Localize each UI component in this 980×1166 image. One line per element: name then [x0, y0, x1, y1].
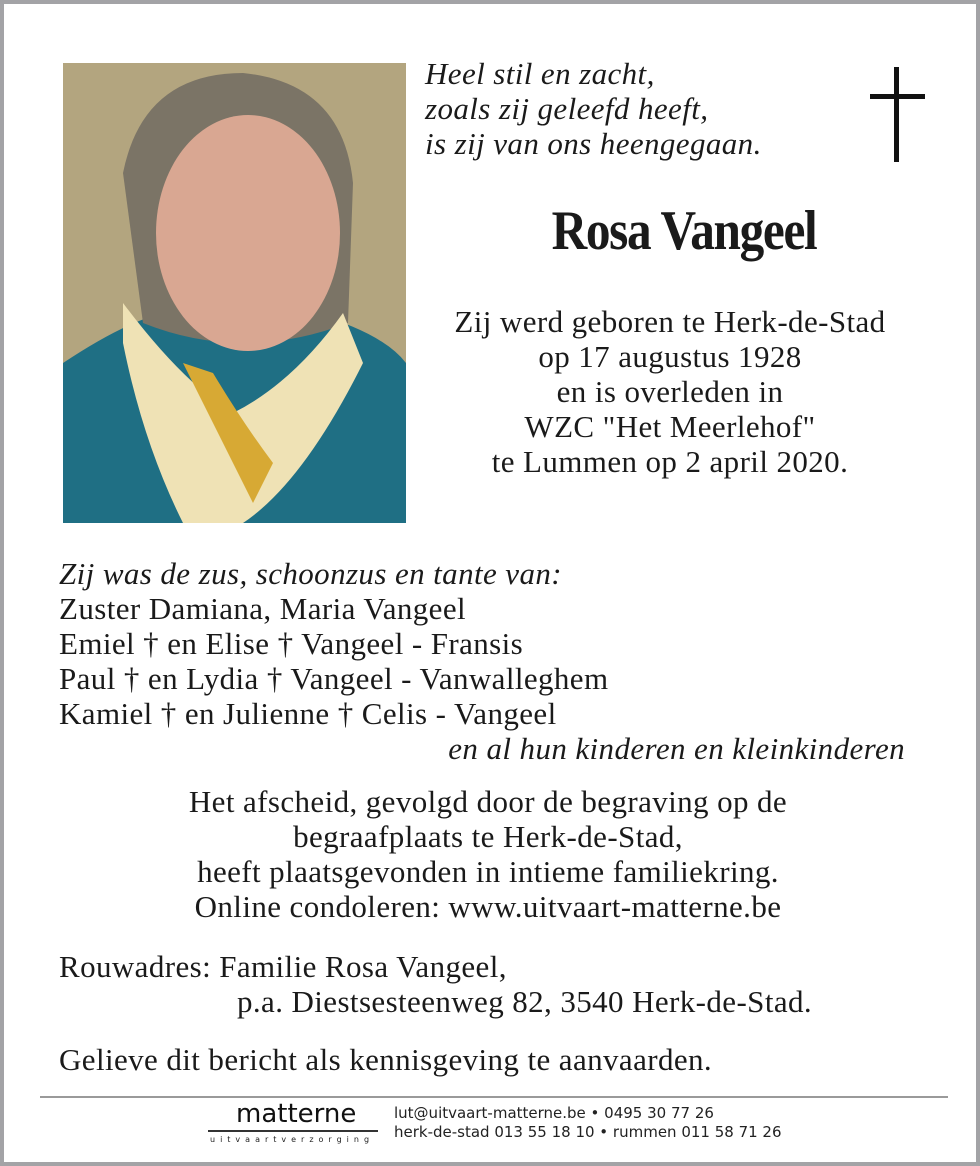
bio-line: WZC "Het Meerlehof" — [524, 409, 816, 444]
cross-icon — [870, 67, 925, 162]
deceased-name: Rosa Vangeel — [551, 200, 817, 262]
poem-line: zoals zij geleefd heeft, — [425, 91, 709, 126]
footer-phones: herk-de-stad 013 55 18 10 • rummen 011 58 71 26 — [394, 1123, 782, 1141]
family-line: Paul † en Lydia † Vangeel - Vanwalleghem — [59, 661, 609, 696]
logo-rule — [208, 1130, 378, 1132]
bio-line: Zij werd geboren te Herk-de-Stad — [454, 304, 886, 339]
address-line: p.a. Diestsesteenweg 82, 3540 Herk-de-Stad. — [237, 984, 813, 1019]
footer-contact: lut@uitvaart-matterne.be • 0495 30 77 26 — [394, 1104, 714, 1122]
address-line: Rouwadres: Familie Rosa Vangeel, — [59, 949, 507, 984]
farewell-line: heeft plaatsgevonden in intieme familiekring. — [197, 854, 779, 889]
portrait-photo — [63, 63, 406, 523]
bio-line: op 17 augustus 1928 — [538, 339, 802, 374]
family-line: Kamiel † en Julienne † Celis - Vangeel — [59, 696, 557, 731]
family-line: Emiel † en Elise † Vangeel - Fransis — [59, 626, 524, 661]
poem-line: is zij van ons heengegaan. — [425, 126, 762, 161]
closing-text: Gelieve dit bericht als kennisgeving te aanvaarden. — [59, 1042, 713, 1077]
logo-subtitle: uitvaartverzorging — [210, 1135, 375, 1144]
poem-line: Heel stil en zacht, — [425, 56, 655, 91]
farewell-line: Het afscheid, gevolgd door de begraving op de — [188, 784, 788, 819]
bio-line: en is overleden in — [556, 374, 784, 409]
condolence-link[interactable]: Online condoleren: www.uitvaart-matterne.be — [194, 889, 782, 924]
family-outro: en al hun kinderen en kleinkinderen — [448, 731, 905, 766]
logo-text: matterne — [236, 1099, 357, 1129]
family-intro: Zij was de zus, schoonzus en tante van: — [59, 556, 562, 591]
farewell-line: begraafplaats te Herk-de-Stad, — [293, 819, 683, 854]
death-notice — [4, 4, 976, 1162]
bio-line: te Lummen op 2 april 2020. — [491, 444, 849, 479]
family-line: Zuster Damiana, Maria Vangeel — [59, 591, 466, 626]
divider — [40, 1096, 948, 1098]
